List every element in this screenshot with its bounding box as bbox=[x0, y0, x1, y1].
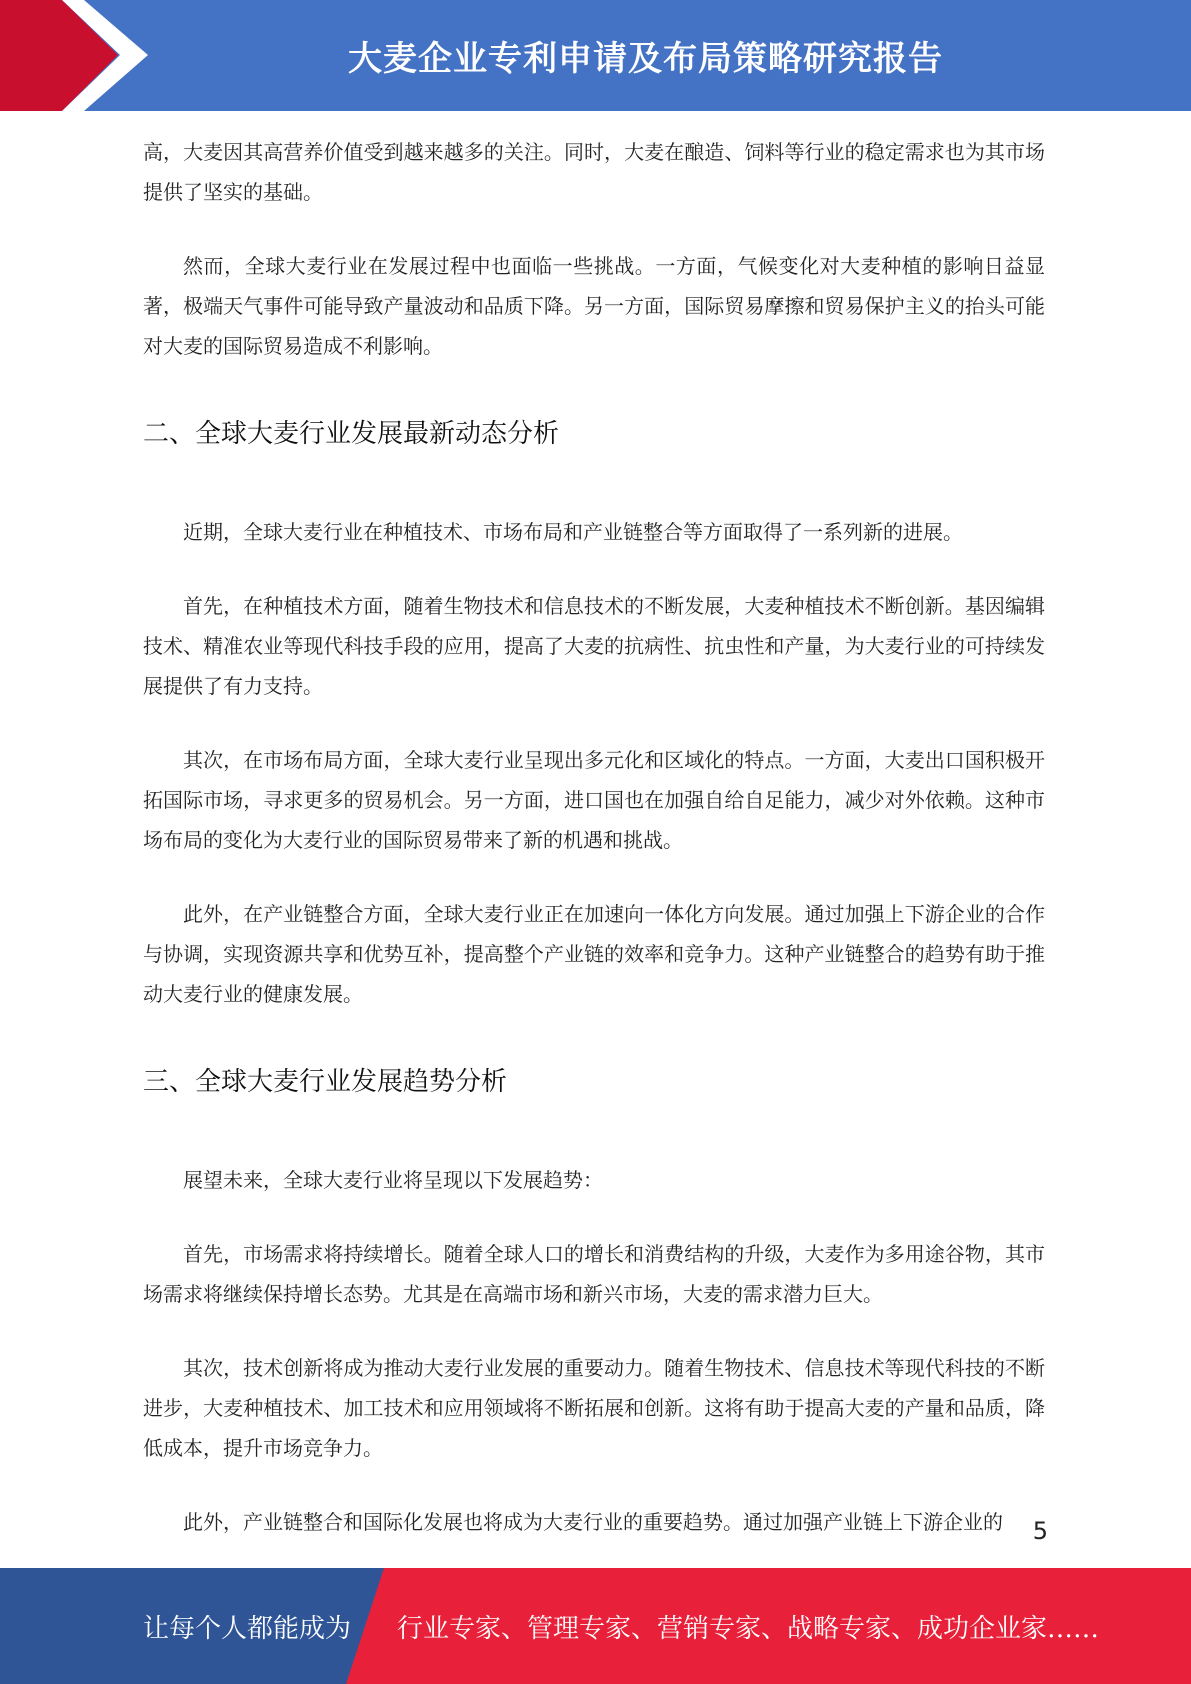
paragraph: 展望未来，全球大麦行业将呈现以下发展趋势： bbox=[183, 1168, 603, 1192]
section-heading: 二、全球大麦行业发展最新动态分析 bbox=[143, 419, 560, 449]
report-title: 大麦企业专利申请及布局策略研究报告 bbox=[348, 39, 943, 79]
paragraph: 其次，技术创新将成为推动大麦行业发展的重要动力。随着生物技术、信息技术等现代科技的不断进步，大麦种植技术、加工技术和应用领域将不断拓展和创新。这将有助于提高大麦的产量和品质，降低成本，提升市场竞争力。 bbox=[143, 1356, 1045, 1460]
header-chevron-decoration bbox=[0, 0, 160, 111]
paragraph: 首先，在种植技术方面，随着生物技术和信息技术的不断发展，大麦种植技术不断创新。基因编辑技术、精准农业等现代科技手段的应用，提高了大麦的抗病性、抗虫性和产量，为大麦行业的可持续发展提供了有力支持。 bbox=[143, 594, 1045, 698]
footer-slogan-right: 行业专家、管理专家、营销专家、战略专家、成功企业家…… bbox=[397, 1613, 1100, 1644]
page-number: 5 bbox=[1032, 1517, 1048, 1545]
paragraph: 然而，全球大麦行业在发展过程中也面临一些挑战。一方面，气候变化对大麦种植的影响日益显著，极端天气事件可能导致产量波动和品质下降。另一方面，国际贸易摩擦和贸易保护主义的抬头可能对大麦的国际贸易造成不利影响。 bbox=[143, 254, 1045, 358]
paragraph: 其次，在市场布局方面，全球大麦行业呈现出多元化和区域化的特点。一方面，大麦出口国积极开拓国际市场，寻求更多的贸易机会。另一方面，进口国也在加强自给自足能力，减少对外依赖。这种市场布局的变化为大麦行业的国际贸易带来了新的机遇和挑战。 bbox=[143, 748, 1045, 852]
paragraph: 此外，在产业链整合方面，全球大麦行业正在加速向一体化方向发展。通过加强上下游企业的合作与协调，实现资源共享和优势互补，提高整个产业链的效率和竞争力。这种产业链整合的趋势有助于推动大麦行业的健康发展。 bbox=[143, 902, 1045, 1006]
footer-slogan-left: 让每个人都能成为 bbox=[143, 1613, 352, 1644]
page-footer bbox=[0, 1568, 1191, 1684]
paragraph: 高，大麦因其高营养价值受到越来越多的关注。同时，大麦在酿造、饲料等行业的稳定需求也为其市场提供了坚实的基础。 bbox=[143, 140, 1045, 204]
page-header bbox=[0, 0, 1191, 111]
paragraph: 首先，市场需求将持续增长。随着全球人口的增长和消费结构的升级，大麦作为多用途谷物，其市场需求将继续保持增长态势。尤其是在高端市场和新兴市场，大麦的需求潜力巨大。 bbox=[143, 1242, 1045, 1306]
section-heading: 三、全球大麦行业发展趋势分析 bbox=[143, 1067, 508, 1097]
paragraph: 近期，全球大麦行业在种植技术、市场布局和产业链整合等方面取得了一系列新的进展。 bbox=[183, 520, 963, 544]
document-body bbox=[143, 132, 1045, 1576]
paragraph: 此外，产业链整合和国际化发展也将成为大麦行业的重要趋势。通过加强产业链上下游企业的 bbox=[183, 1510, 1003, 1534]
